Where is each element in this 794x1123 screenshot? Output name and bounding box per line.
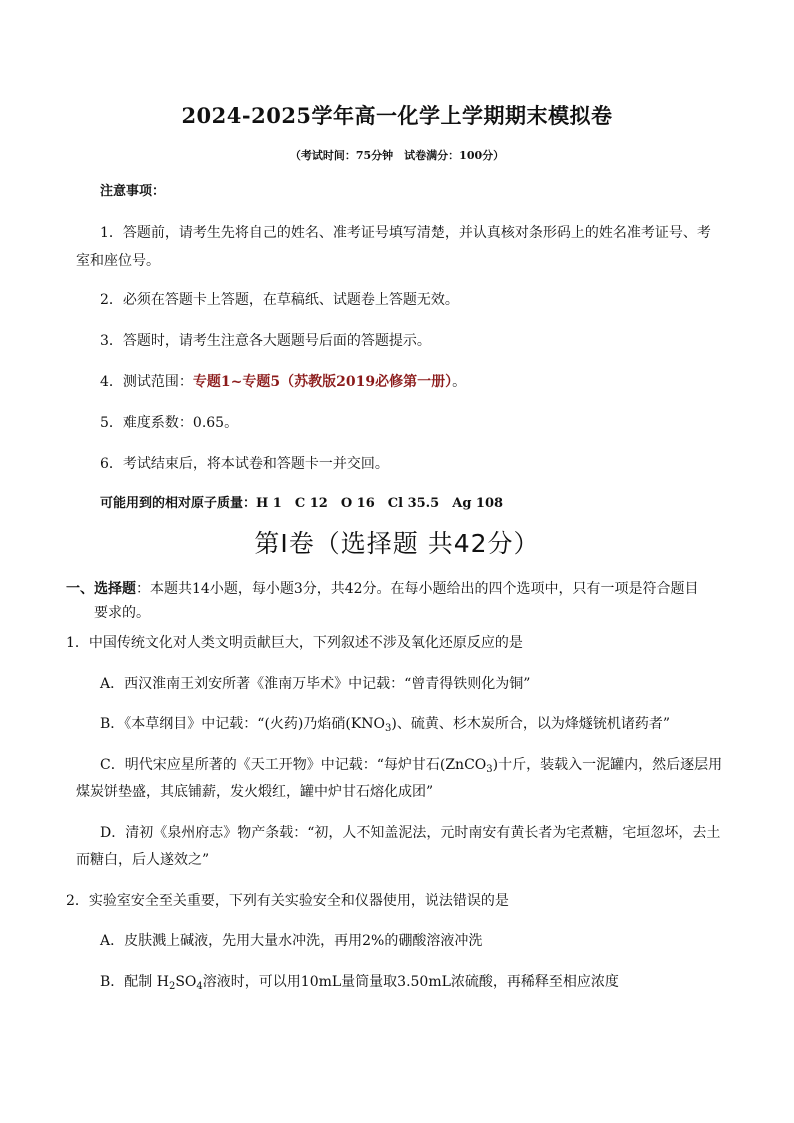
option-c-text-2: )十斤，装载入一泥罐内，然后逐层用: [492, 757, 723, 773]
subscript: 3: [486, 764, 493, 775]
page-title: 2024-2025学年高一化学上学期期末模拟卷: [181, 103, 613, 128]
question-1-option-d-line-1: D．清初《泉州府志》物产条载：“初，人不知盖泥法，元时南安有黄长者为宅煮糖，宅垣忽坏，去土: [100, 825, 721, 841]
note-4-prefix: 4．测试范围：: [100, 374, 193, 390]
section-title: 第Ⅰ卷（选择题 共42分）: [254, 529, 540, 558]
question-1-option-c-line-2: 煤炭饼垫盛，其底铺薪，发火煅红，罐中炉甘石熔化成团”: [76, 784, 434, 800]
note-2: 2．必须在答题卡上答题，在草稿纸、试题卷上答题无效。: [100, 292, 459, 308]
atomic-mass-note: 可能用到的相对原子质量：H 1 C 12 O 16 Cl 35.5 Ag 108: [100, 496, 504, 511]
note-4-suffix: 。: [452, 374, 467, 390]
question-1-option-c-line-1: [100, 755, 722, 775]
note-4: [100, 372, 466, 392]
subscript: 4: [196, 981, 203, 992]
question-1-option-d-line-2: 而糖白，后人遂效之”: [76, 852, 210, 868]
question-1-option-a: A．西汉淮南王刘安所著《淮南万毕术》中记载：“曾青得铁则化为铜”: [100, 676, 531, 692]
note-1-line-1: 1．答题前，请考生先将自己的姓名、准考证号填写清楚，并认真核对条形码上的姓名准考证号、考: [100, 225, 711, 241]
subscript: 2: [168, 981, 176, 992]
notes-heading: 注意事项：: [100, 184, 166, 199]
note-1-line-2: 室和座位号。: [76, 253, 160, 269]
note-5: 5．难度系数：0.65。: [100, 415, 239, 431]
option-b-text-3: 溶液时，可以用10mL量筒量取3.50mL浓硫酸，再稀释至相应浓度: [202, 974, 619, 990]
test-range: 专题1~专题5（苏教版2019必修第一册）: [192, 374, 453, 390]
subscript: 3: [385, 723, 392, 734]
option-b-text-1: B．《本草纲目》中记载：“(火药)乃焰硝(KNO: [100, 716, 386, 732]
option-b-text-2: SO: [175, 974, 197, 990]
part-1-instructions-line-1: [66, 579, 699, 599]
option-c-text-1: C．明代宋应星所著的《天工开物》中记载：“每炉甘石(ZnCO: [100, 757, 487, 773]
question-1-option-b: [100, 714, 670, 734]
part-1-instructions-line-2: 要求的。: [94, 605, 150, 621]
question-2-stem: 2．实验室安全至关重要，下列有关实验安全和仪器使用，说法错误的是: [66, 893, 509, 909]
part-1-label: 一、选择题: [66, 581, 136, 597]
note-3: 3．答题时，请考生注意各大题题号后面的答题提示。: [100, 333, 431, 349]
option-b-text-1: B．配制 H: [100, 974, 169, 990]
option-b-text-2: )、硫黄、杉木炭所合，以为烽燧铳机诸药者”: [391, 716, 671, 732]
question-1-stem: 1．中国传统文化对人类文明贡献巨大，下列叙述不涉及氧化还原反应的是: [66, 635, 523, 651]
question-2-option-a: A．皮肤溅上碱液，先用大量水冲洗，再用2%的硼酸溶液冲洗: [100, 933, 483, 949]
question-2-option-b: [100, 972, 619, 992]
exam-info: （考试时间：75分钟 试卷满分：100分）: [289, 149, 505, 162]
part-1-text: ：本题共14小题，每小题3分，共42分。在每小题给出的四个选项中，只有一项是符合题目: [136, 581, 699, 597]
note-6: 6．考试结束后，将本试卷和答题卡一并交回。: [100, 456, 389, 472]
